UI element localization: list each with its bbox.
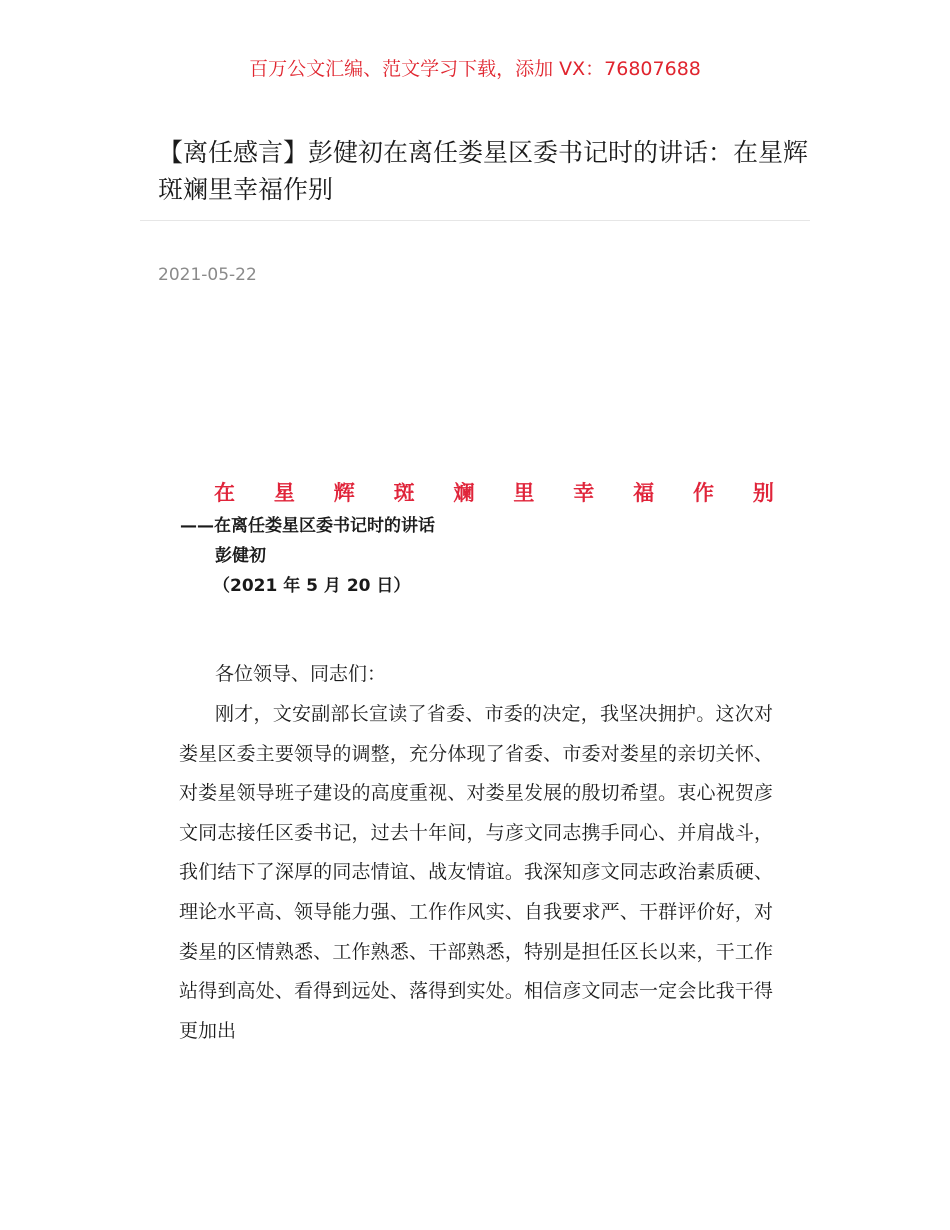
- title-divider: [140, 220, 810, 221]
- article-title: 【离任感言】彭健初在离任娄星区委书记时的讲话：在星辉斑斓里幸福作别: [158, 138, 809, 204]
- speech-heading-char: 星: [273, 481, 295, 505]
- speech-heading-char: 在: [214, 481, 235, 505]
- speech-heading-char: 幸: [573, 481, 595, 505]
- speech-heading-char: 斓: [453, 481, 475, 505]
- speech-greeting: 各位领导、同志们：: [215, 663, 387, 685]
- speech-heading-char: 辉: [333, 481, 355, 505]
- header-banner: 百万公文汇编、范文学习下载，添加 VX：76807688: [249, 58, 701, 80]
- speech-heading-char: 里: [513, 481, 535, 505]
- speech-heading-char: 福: [633, 481, 655, 505]
- speaker-name: 彭健初: [215, 546, 266, 566]
- body-paragraph: 刚才，文安副部长宣读了省委、市委的决定，我坚决拥护。这次对娄星区委主要领导的调整，充分体现了省委、市委对娄星的亲切关怀、对娄星领导班子建设的高度重视、对娄星发展的殷切希望。衷心祝贺彦文同志接任区委书记，过去十年间，与彦文同志携手同心、并肩战斗，我们结下了深厚的同志情谊、战友情谊。我深知彦文同志政治素质硬、理论水平高、领导能力强、工作作风实、自我要求严、干群评价好，对娄星的区情熟悉、工作熟悉、干部熟悉，特别是担任区长以来，干工作站得到高处、看得到远处、落得到实处。相信彦文同志一定会比我干得更加出: [179, 703, 773, 1042]
- speech-heading-char: 作: [693, 481, 714, 505]
- speech-heading-char: 斑: [393, 481, 415, 505]
- speech-date: （2021 年 5 月 20 日）: [213, 576, 411, 596]
- speech-heading: [214, 478, 774, 508]
- speech-heading-char: 别: [752, 481, 774, 505]
- publish-date: 2021-05-22: [158, 265, 257, 285]
- speech-subtitle: ——在离任娄星区委书记时的讲话: [180, 516, 435, 536]
